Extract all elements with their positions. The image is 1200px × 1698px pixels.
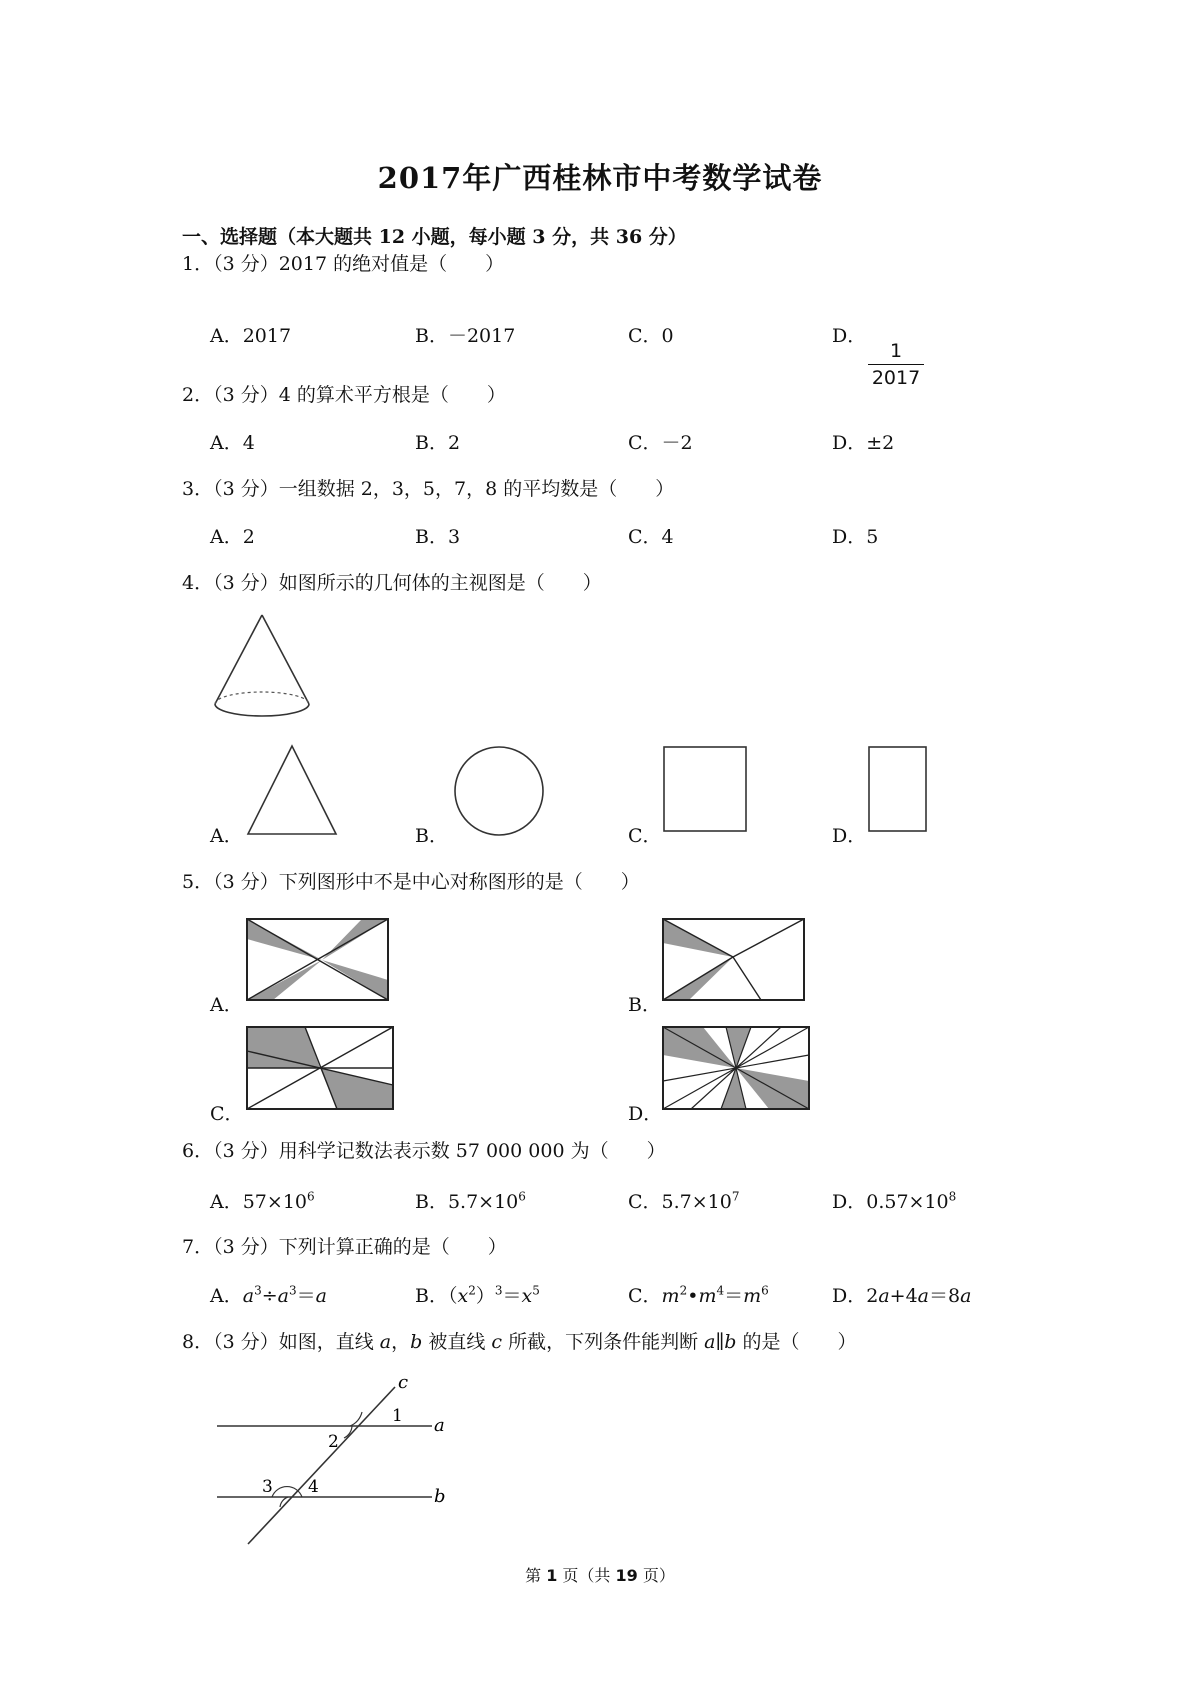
q7-b-eq: ＝	[502, 1285, 522, 1307]
question-4: 4．（3 分）如图所示的几何体的主视图是（ ）	[182, 572, 602, 594]
q7-c-dot: •	[687, 1285, 699, 1307]
q5-option-a-figure	[245, 917, 390, 1002]
q4-option-d: D．	[832, 825, 867, 847]
q6-option-c	[628, 1187, 740, 1214]
q4-option-a-triangle	[246, 744, 338, 837]
label-c: c	[398, 1372, 409, 1393]
q1-option-d-label: D．	[832, 325, 867, 347]
q4-option-d-rectangle	[868, 746, 928, 834]
q7-d-result: a	[960, 1285, 972, 1307]
q7-a-eq: ＝	[296, 1285, 316, 1307]
q7-d-plus: +4	[889, 1285, 918, 1307]
q6-c-exponent: 7	[731, 1189, 740, 1204]
fraction-denominator: 2017	[871, 367, 921, 389]
q8-parallel-lines-figure	[212, 1374, 462, 1546]
question-5: 5．（3 分）下列图形中不是中心对称图形的是（ ）	[182, 871, 640, 893]
question-2: 2．（3 分）4 的算术平方根是（ ）	[182, 384, 506, 406]
q7-d-label: D．	[832, 1285, 867, 1307]
question-1: 1．（3 分）2017 的绝对值是（ ）	[182, 253, 505, 275]
q7-d-coef: 2	[866, 1285, 879, 1307]
angle-label-4: 4	[308, 1477, 319, 1497]
q5-option-c: C．	[210, 1103, 244, 1125]
q7-c-var2: m	[698, 1285, 717, 1307]
q7-c-result-exp: 6	[761, 1283, 769, 1298]
angle-label-3: 3	[262, 1477, 273, 1497]
q8-var-b2: b	[724, 1331, 737, 1353]
q1-option-c: C．0	[628, 325, 674, 347]
q7-b-result-exp: 5	[532, 1283, 540, 1298]
q8-var-a: a	[379, 1331, 392, 1353]
q8-text-4: 的是（ ）	[736, 1331, 857, 1353]
q8-var-c: c	[491, 1331, 503, 1353]
footer-text-3: 页）	[637, 1566, 675, 1585]
q4-cone-figure	[212, 612, 314, 724]
q7-c-label: C．	[628, 1285, 662, 1307]
question-6: 6．（3 分）用科学记数法表示数 57 000 000 为（ ）	[182, 1140, 666, 1162]
footer-total-pages: 19	[615, 1566, 638, 1585]
q3-option-a: A．2	[210, 526, 255, 548]
q7-a-op: ÷	[261, 1285, 278, 1307]
angle-label-2: 2	[328, 1432, 339, 1452]
q6-option-b	[415, 1187, 526, 1214]
page-title: 2017年广西桂林市中考数学试卷	[377, 161, 823, 195]
fraction-numerator: 1	[889, 340, 903, 362]
q4-option-b: B．	[415, 825, 448, 847]
q7-a-var2: a	[277, 1285, 289, 1307]
q5-option-d-figure	[661, 1025, 811, 1111]
q3-option-b: B．3	[415, 526, 461, 548]
q7-b-outer-exp: 3	[494, 1283, 503, 1298]
q3-option-d: D．5	[832, 526, 879, 548]
q8-var-a2: a	[704, 1331, 716, 1353]
q7-d-var: a	[878, 1285, 890, 1307]
q6-c-base: C．5.7×10	[628, 1191, 732, 1213]
q6-b-exponent: 6	[518, 1189, 526, 1204]
q8-text-1: 8．（3 分）如图，直线	[182, 1331, 380, 1353]
q6-b-base: B．5.7×10	[415, 1191, 519, 1213]
q3-option-c: C．4	[628, 526, 674, 548]
question-3: 3．（3 分）一组数据 2，3，5，7，8 的平均数是（ ）	[182, 478, 675, 500]
q8-parallel-symbol: ∥	[715, 1331, 725, 1353]
q7-b-paren-close: ）	[475, 1285, 495, 1307]
q7-c-var: m	[661, 1285, 680, 1307]
q8-var-b: b	[410, 1331, 423, 1353]
q6-option-d	[832, 1187, 956, 1214]
q7-a-exp: 3	[254, 1283, 262, 1298]
fraction-bar	[868, 364, 924, 365]
q6-d-exponent: 8	[948, 1189, 957, 1204]
angle-label-1: 1	[392, 1406, 403, 1426]
label-b: b	[434, 1486, 446, 1507]
q7-c-eq: ＝	[724, 1285, 744, 1307]
q7-b-result: x	[521, 1285, 533, 1307]
footer-text-2: 页（共	[557, 1566, 616, 1585]
footer-text-1: 第	[525, 1566, 547, 1585]
section-heading: 一、选择题（本大题共 12 小题，每小题 3 分，共 36 分）	[182, 226, 687, 248]
q7-c-exp2: 4	[716, 1283, 725, 1298]
q7-d-var2: a	[917, 1285, 929, 1307]
q2-option-d: D．±2	[832, 432, 895, 454]
q5-option-d: D．	[628, 1103, 663, 1125]
q6-option-a	[210, 1187, 315, 1214]
q5-option-b-figure	[661, 917, 806, 1002]
q6-a-base: A．57×10	[210, 1191, 307, 1213]
q6-a-exponent: 6	[307, 1189, 315, 1204]
q7-a-exp2: 3	[288, 1283, 297, 1298]
q7-c-result: m	[743, 1285, 762, 1307]
q2-option-a: A．4	[210, 432, 255, 454]
question-7: 7．（3 分）下列计算正确的是（ ）	[182, 1236, 507, 1258]
q7-a-var: a	[242, 1285, 255, 1307]
q1-option-d-fraction	[868, 339, 924, 390]
label-a: a	[434, 1415, 445, 1436]
q8-comma: ，	[391, 1331, 411, 1353]
q7-a-label: A．	[210, 1285, 243, 1307]
page-footer	[0, 1563, 1200, 1586]
q5-option-a: A．	[210, 994, 243, 1016]
q1-option-a: A．2017	[210, 325, 292, 347]
q7-a-result: a	[315, 1285, 327, 1307]
q8-text-3: 所截，下列条件能判断	[502, 1331, 705, 1353]
q4-option-a: A．	[210, 825, 243, 847]
q2-option-b: B．2	[415, 432, 461, 454]
q7-option-d	[832, 1281, 971, 1308]
q4-option-b-circle	[453, 745, 545, 837]
q7-b-paren-open: （	[447, 1285, 458, 1307]
q7-b-exp: 2	[468, 1283, 476, 1298]
q7-option-a	[210, 1281, 327, 1308]
q6-d-base: D．0.57×10	[832, 1191, 949, 1213]
q7-c-exp: 2	[679, 1283, 688, 1298]
q4-option-c: C．	[628, 825, 662, 847]
question-8	[182, 1327, 856, 1354]
footer-page-number: 1	[546, 1566, 558, 1585]
q5-option-b: B．	[628, 994, 661, 1016]
q7-b-label: B．	[415, 1285, 448, 1307]
q7-option-c	[628, 1281, 769, 1308]
q2-option-c: C．－2	[628, 432, 693, 454]
q7-d-eq: ＝8	[929, 1285, 961, 1307]
q8-text-2: 被直线	[422, 1331, 492, 1353]
q5-option-c-figure	[245, 1025, 395, 1111]
q7-b-var: x	[457, 1285, 469, 1307]
q4-option-c-square	[663, 746, 748, 834]
q7-option-b	[415, 1281, 540, 1308]
q1-option-b: B．－2017	[415, 325, 516, 347]
